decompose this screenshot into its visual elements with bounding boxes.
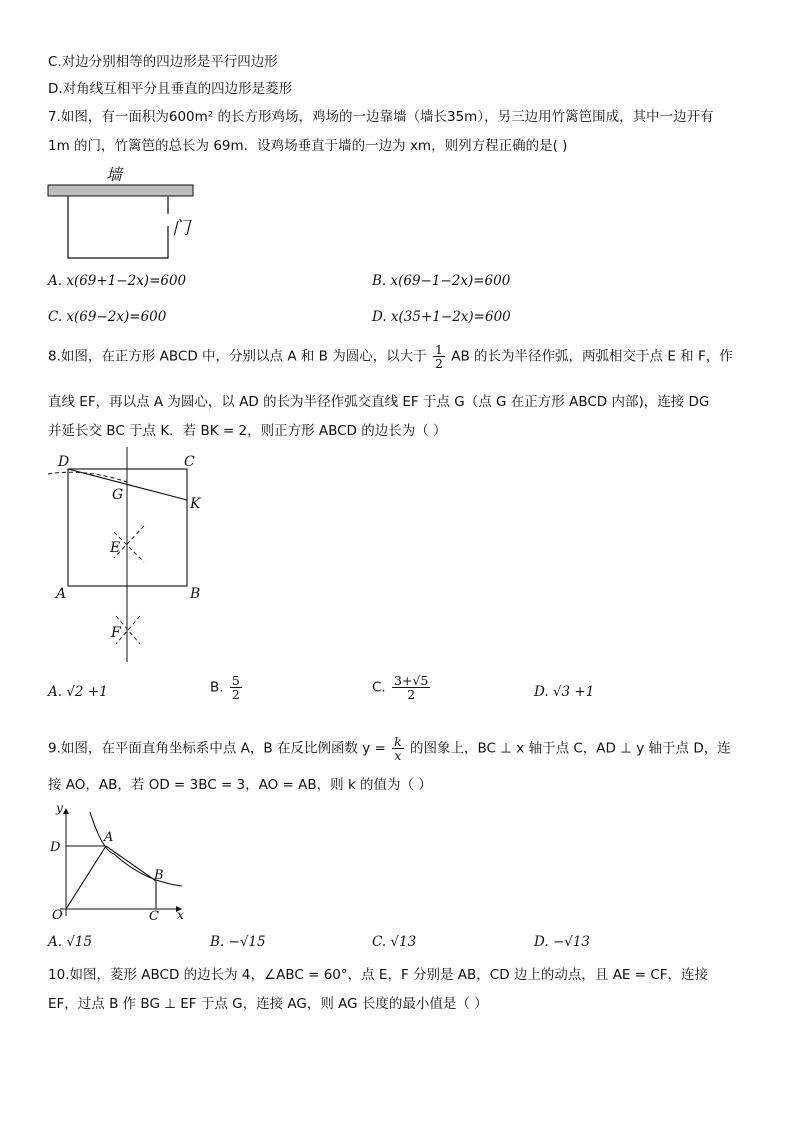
q8-option-c-den: 2 bbox=[407, 687, 416, 703]
q7-stem-line1: 7.如图，有一面积为600m² 的长方形鸡场，鸡场的一边靠墙（墙长35m），另三边用竹篱笆围成，其中一边开有 bbox=[48, 109, 714, 125]
q8-stem-line1-pre: 8.如图，在正方形 ABCD 中，分别以点 A 和 B 为圆心，以大于 bbox=[48, 348, 427, 365]
q9-option-d: D. −√13 bbox=[534, 934, 591, 950]
q8-frac-num: 1 bbox=[435, 342, 443, 357]
q7-fence bbox=[68, 196, 168, 258]
q8-option-d: D. √3 +1 bbox=[534, 684, 595, 700]
q8-stem-line2: 直线 EF，再以点 A 为圆心，以 AD 的长为半径作弧交直线 EF 于点 G（点 G 在正方形 ABCD 内部)，连接 DG bbox=[48, 394, 710, 410]
q7-option-b: B. x(69−1−2x)=600 bbox=[372, 273, 511, 289]
q9-segment-ab bbox=[106, 846, 156, 881]
q8-label-k: K bbox=[190, 496, 201, 512]
q9-frac-den: x bbox=[394, 748, 402, 764]
q8-option-a: A. √2 +1 bbox=[48, 684, 108, 700]
q7-stem-line2: 1m 的门，竹篱笆的总长为 69m．设鸡场垂直于墙的一边为 xm，则列方程正确的是( ) bbox=[48, 138, 568, 154]
q8-option-c-num: 3+√5 bbox=[394, 673, 429, 688]
q10-stem-line2: EF，过点 B 作 BG ⊥ EF 于点 G，连接 AG，则 AG 长度的最小值是（ ） bbox=[48, 996, 488, 1012]
q9-label-y: y bbox=[56, 801, 63, 815]
q6-option-c: C.对边分别相等的四边形是平行四边形 bbox=[48, 54, 278, 70]
q8-label-g: G bbox=[112, 487, 124, 503]
q9-label-d: D bbox=[50, 840, 61, 855]
q6-option-d: D.对角线互相平分且垂直的四边形是菱形 bbox=[48, 81, 293, 97]
q8-label-c: C bbox=[184, 454, 195, 470]
q7-door-label: 门 bbox=[172, 218, 190, 239]
q9-option-c: C. √13 bbox=[372, 934, 417, 950]
q8-option-c-fraction bbox=[392, 674, 430, 701]
q9-figure bbox=[44, 798, 200, 924]
q8-option-c-prefix: C. bbox=[372, 679, 386, 696]
q9-fraction-k-over-x bbox=[392, 735, 404, 762]
q7-wall bbox=[48, 185, 193, 196]
q9-label-a: A bbox=[104, 830, 114, 845]
q8-option-c bbox=[372, 674, 432, 701]
q9-label-o: O bbox=[52, 908, 63, 923]
q9-stem-line1-post: 的图象上，BC ⊥ x 轴于点 C，AD ⊥ y 轴于点 D，连 bbox=[410, 740, 731, 757]
q7-wall-label: 墙 bbox=[106, 165, 123, 184]
q8-label-f: F bbox=[111, 625, 121, 641]
q9-label-c: C bbox=[149, 909, 159, 924]
q9-segment-ao bbox=[66, 846, 106, 909]
q8-label-a: A bbox=[56, 586, 67, 602]
q9-frac-num: k bbox=[394, 734, 402, 749]
q9-stem-line2: 接 AO，AB，若 OD = 3BC = 3，AO = AB，则 k 的值为（ ） bbox=[48, 777, 432, 793]
q7-option-c: C. x(69−2x)=600 bbox=[48, 309, 167, 325]
q8-option-b bbox=[210, 674, 244, 701]
q9-option-b: B. −√15 bbox=[210, 934, 266, 950]
q8-option-b-den: 2 bbox=[231, 687, 240, 703]
q7-figure bbox=[44, 160, 214, 260]
q9-stem-line1 bbox=[48, 735, 731, 762]
q8-label-d: D bbox=[58, 454, 70, 470]
q9-option-a: A. √15 bbox=[48, 934, 93, 950]
q9-y-arrow bbox=[63, 808, 69, 814]
q7-option-a: A. x(69+1−2x)=600 bbox=[48, 273, 187, 289]
q8-fraction-half bbox=[433, 343, 445, 370]
q9-stem-line1-pre: 9.如图，在平面直角坐标系中点 A，B 在反比例函数 y = bbox=[48, 740, 386, 757]
q8-figure bbox=[44, 444, 224, 666]
q8-frac-den: 2 bbox=[435, 356, 443, 372]
q8-stem-line1-post: AB 的长为半径作弧，两弧相交于点 E 和 F，作 bbox=[451, 348, 733, 365]
q8-option-b-fraction bbox=[230, 674, 242, 701]
q10-stem-line1: 10.如图，菱形 ABCD 的边长为 4，∠ABC = 60°，点 E，F 分别是 AB，CD 边上的动点，且 AE = CF，连接 bbox=[48, 967, 709, 983]
q8-stem-line1 bbox=[48, 343, 733, 370]
q9-label-x: x bbox=[177, 908, 184, 922]
q8-stem-line3: 并延长交 BC 于点 K．若 BK = 2，则正方形 ABCD 的边长为（ ） bbox=[48, 423, 447, 439]
q8-option-b-num: 5 bbox=[231, 673, 240, 688]
q8-label-b: B bbox=[190, 586, 201, 602]
q9-label-b: B bbox=[154, 868, 164, 883]
q8-option-b-prefix: B. bbox=[210, 679, 224, 696]
q8-label-e: E bbox=[110, 540, 121, 556]
q7-option-d: D. x(35+1−2x)=600 bbox=[372, 309, 511, 325]
